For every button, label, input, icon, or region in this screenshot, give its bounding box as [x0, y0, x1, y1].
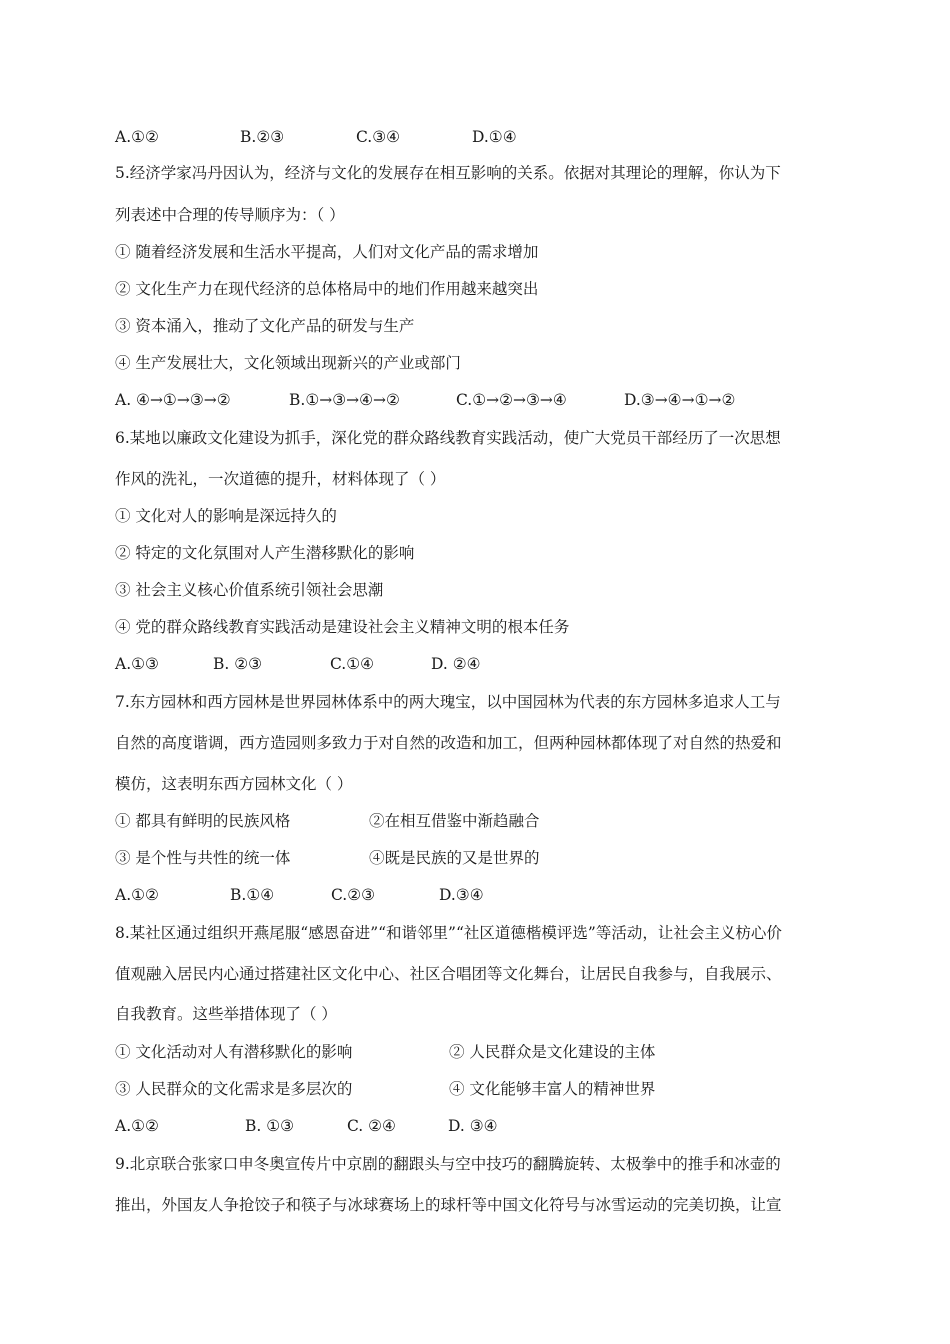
q6-option-a: A.①③ — [115, 655, 159, 673]
q9-stem-line1: 9.北京联合张家口申冬奥宣传片中京剧的翻跟头与空中技巧的翻腾旋转、太极拳中的推手和冰壶的 — [115, 1155, 781, 1173]
q6-item-2: ② 特定的文化氛围对人产生潜移默化的影响 — [115, 544, 415, 562]
q7-option-a: A.①② — [115, 886, 159, 904]
q5-stem-line2: 列表述中合理的传导顺序为：（ ） — [115, 206, 345, 224]
q9-stem-line2: 推出，外国友人争抢饺子和筷子与冰球赛场上的球杆等中国文化符号与冰雪运动的完美切换，让宣 — [115, 1196, 782, 1214]
q8-item-2: ② 人民群众是文化建设的主体 — [449, 1043, 656, 1061]
q4-option-d: D.①④ — [472, 128, 517, 146]
q8-stem-line1: 8.某社区通过组织开燕尾服“感恩奋进”“和谐邻里”“社区道德楷模评选”等活动，让社会主义枋心价 — [115, 924, 782, 942]
q7-item-2: ②在相互借鉴中渐趋融合 — [369, 812, 540, 830]
q5-item-1: ① 随着经济发展和生活水平提高，人们对文化产品的需求增加 — [115, 243, 539, 261]
q7-stem-line2: 自然的高度谐调，西方造园则多致力于对自然的改造和加工，但两种园林都体现了对自然的热爱和 — [115, 734, 782, 752]
q5-item-2: ② 文化生产力在现代经济的总体格局中的地们作用越来越突出 — [115, 280, 539, 298]
q8-option-c: C. ②④ — [347, 1117, 396, 1135]
q8-item-4: ④ 文化能够丰富人的精神世界 — [449, 1080, 656, 1098]
q8-item-3: ③ 人民群众的文化需求是多层次的 — [115, 1080, 353, 1098]
q4-option-a: A.①② — [115, 128, 159, 146]
q5-option-c: C.①→②→③→④ — [456, 391, 567, 409]
q6-option-c: C.①④ — [330, 655, 375, 673]
q6-item-1: ① 文化对人的影响是深远持久的 — [115, 507, 337, 525]
q6-item-3: ③ 社会主义核心价值系统引领社会思潮 — [115, 581, 384, 599]
q6-stem-line1: 6.某地以廉政文化建设为抓手，深化党的群众路线教育实践活动，使广大党员干部经历了一次思想 — [115, 429, 781, 447]
q5-item-3: ③ 资本涌入，推动了文化产品的研发与生产 — [115, 317, 415, 335]
q7-item-3: ③ 是个性与共性的统一体 — [115, 849, 291, 867]
q8-item-1: ① 文化活动对人有潜移默化的影响 — [115, 1043, 353, 1061]
q6-item-4: ④ 党的群众路线教育实践活动是建设社会主义精神文明的根本任务 — [115, 618, 570, 636]
q7-item-4: ④既是民族的又是世界的 — [369, 849, 540, 867]
q8-option-d: D. ③④ — [448, 1117, 498, 1135]
q5-stem-line1: 5.经济学家冯丹因认为，经济与文化的发展存在相互影响的关系。依据对其理论的理解，你认为下 — [115, 164, 781, 182]
q7-item-1: ① 都具有鲜明的民族风格 — [115, 812, 291, 830]
q6-option-d: D. ②④ — [431, 655, 481, 673]
q5-option-a: A. ④→①→③→② — [115, 391, 231, 409]
q8-stem-line3: 自我教育。这些举措体现了（ ） — [115, 1005, 337, 1023]
q7-stem-line1: 7.东方园林和西方园林是世界园林体系中的两大瑰宝，以中国园林为代表的东方园林多追求人工与 — [115, 693, 781, 711]
q7-option-b: B.①④ — [230, 886, 275, 904]
q5-option-d: D.③→④→①→② — [624, 391, 736, 409]
q6-stem-line2: 作风的洗礼，一次道德的提升，材料体现了（ ） — [115, 470, 446, 488]
q4-option-c: C.③④ — [356, 128, 401, 146]
q5-item-4: ④ 生产发展壮大，文化领域出现新兴的产业或部门 — [115, 354, 461, 372]
q7-stem-line3: 模仿，这表明东西方园林文化（ ） — [115, 775, 353, 793]
q8-stem-line2: 值观融入居民内心通过搭建社区文化中心、社区合唱团等文化舞台，让居民自我参与，自我展示、 — [115, 965, 782, 983]
q5-option-b: B.①→③→④→② — [289, 391, 400, 409]
q7-option-d: D.③④ — [439, 886, 484, 904]
q8-option-b: B. ①③ — [245, 1117, 295, 1135]
q7-option-c: C.②③ — [331, 886, 376, 904]
q6-option-b: B. ②③ — [213, 655, 263, 673]
q8-option-a: A.①② — [115, 1117, 159, 1135]
q4-option-b: B.②③ — [240, 128, 285, 146]
